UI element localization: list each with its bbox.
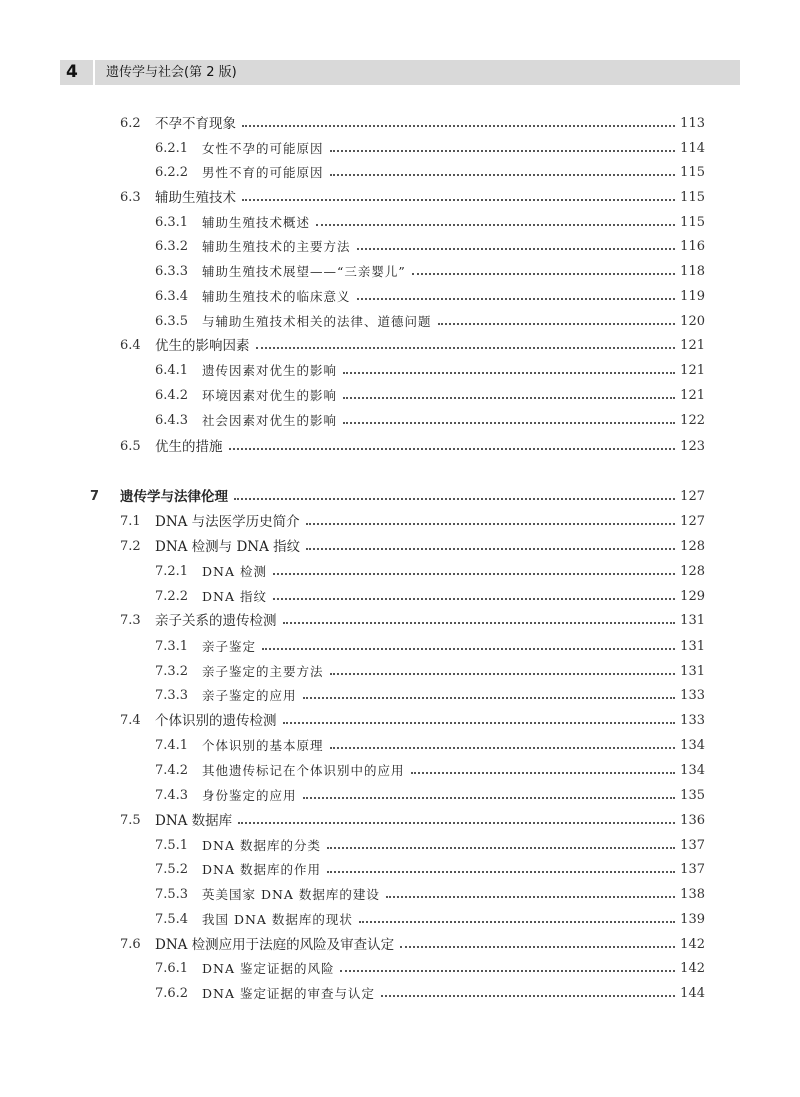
toc-section-title: 环境因素对优生的影响 [202, 388, 338, 403]
toc-section-title: 不孕不育现象 [155, 116, 236, 132]
toc-page-number: 133 [680, 713, 705, 728]
toc-section-title: 遗传因素对优生的影响 [202, 363, 338, 378]
toc-entry-row[interactable] [0, 561, 800, 583]
toc-entry-row[interactable] [0, 511, 800, 533]
toc-page-number: 128 [680, 539, 705, 554]
toc-page-number: 113 [680, 116, 705, 131]
toc-section-number: 6.3.3 [155, 264, 189, 279]
toc-dot-leader [330, 661, 675, 675]
toc-entry-row[interactable] [0, 958, 800, 980]
toc-section-title: 其他遗传标记在个体识别中的应用 [202, 763, 405, 778]
page-number: 4 [66, 62, 78, 82]
toc-section-title: 亲子鉴定的应用 [202, 688, 297, 703]
toc-section-number: 7.3.3 [155, 688, 189, 703]
toc-section-number: 6.3 [120, 190, 141, 205]
toc-section-number: 6.2.2 [155, 165, 189, 180]
toc-section-title: DNA 鉴定证据的审查与认定 [202, 986, 375, 1001]
toc-section-number: 6.2 [120, 116, 141, 131]
toc-section-title: 亲子鉴定 [202, 639, 257, 654]
toc-dot-leader [412, 261, 675, 275]
toc-section-number: 6.4.1 [155, 363, 189, 378]
toc-section-title: 辅助生殖技术概述 [202, 215, 311, 230]
toc-entry-row[interactable] [0, 610, 800, 632]
toc-entry-row[interactable] [0, 586, 800, 608]
toc-page-number: 118 [680, 264, 705, 279]
toc-entry-row[interactable] [0, 286, 800, 308]
toc-dot-leader [316, 212, 675, 226]
toc-section-number: 7 [90, 489, 100, 504]
toc-section-number: 7.4.3 [155, 788, 189, 803]
toc-page-number: 123 [680, 439, 705, 454]
book-title: 遗传学与社会(第 2 版) [106, 65, 237, 80]
toc-section-title: 个体识别的遗传检测 [155, 713, 277, 729]
toc-page-number: 119 [680, 289, 705, 304]
toc-dot-leader [273, 561, 675, 575]
toc-entry-row[interactable] [0, 162, 800, 184]
toc-section-title: DNA 数据库的作用 [202, 862, 321, 877]
toc-section-title: 辅助生殖技术 [155, 190, 236, 206]
toc-page-number: 114 [680, 141, 705, 156]
toc-chapter-row[interactable] [0, 486, 800, 508]
toc-entry-row[interactable] [0, 410, 800, 432]
toc-dot-leader [283, 710, 675, 724]
toc-dot-leader [327, 835, 675, 849]
toc-page-number: 137 [680, 862, 705, 877]
toc-page-number: 134 [680, 763, 705, 778]
toc-section-title: 优生的影响因素 [155, 338, 250, 354]
toc-section-number: 6.3.2 [155, 239, 189, 254]
toc-section-number: 6.2.1 [155, 141, 189, 156]
toc-page-number: 115 [680, 190, 705, 205]
toc-page-number: 135 [680, 788, 705, 803]
toc-page-number: 115 [680, 165, 705, 180]
toc-section-title: 遗传学与法律伦理 [120, 489, 228, 505]
toc-dot-leader [303, 685, 675, 699]
toc-page-number: 115 [680, 215, 705, 230]
toc-entry-row[interactable] [0, 113, 800, 135]
toc-section-title: 女性不孕的可能原因 [202, 141, 324, 156]
toc-dot-leader [343, 360, 675, 374]
toc-dot-leader [343, 410, 675, 424]
toc-entry-row[interactable] [0, 360, 800, 382]
toc-entry-row[interactable] [0, 436, 800, 458]
toc-entry-row[interactable] [0, 311, 800, 333]
toc-dot-leader [330, 138, 675, 152]
toc-section-number: 7.3.2 [155, 664, 189, 679]
toc-dot-leader [234, 486, 675, 500]
toc-page-number: 139 [680, 912, 705, 927]
toc-page-number: 129 [680, 589, 705, 604]
toc-entry-row[interactable] [0, 187, 800, 209]
toc-section-number: 7.2 [120, 539, 141, 554]
toc-section-title: DNA 指纹 [202, 589, 267, 604]
toc-section-number: 6.5 [120, 439, 141, 454]
toc-section-title: DNA 检测应用于法庭的风险及审查认定 [155, 937, 395, 953]
toc-dot-leader [256, 335, 675, 349]
toc-entry-row[interactable] [0, 785, 800, 807]
toc-section-title: DNA 检测 [202, 564, 267, 579]
toc-section-number: 6.4.3 [155, 413, 189, 428]
toc-section-number: 7.1 [120, 514, 141, 529]
toc-page-number: 127 [680, 514, 705, 529]
toc-section-number: 7.2.2 [155, 589, 189, 604]
toc-section-number: 7.6 [120, 937, 141, 952]
toc-entry-row[interactable] [0, 685, 800, 707]
toc-section-title: DNA 数据库 [155, 813, 233, 829]
toc-page-number: 127 [680, 489, 705, 504]
toc-dot-leader [330, 735, 675, 749]
toc-dot-leader [327, 859, 675, 873]
toc-section-number: 7.5.4 [155, 912, 189, 927]
toc-section-number: 7.4 [120, 713, 141, 728]
toc-section-number: 6.4.2 [155, 388, 189, 403]
toc-entry-row[interactable] [0, 835, 800, 857]
toc-dot-leader [438, 311, 675, 325]
toc-dot-leader [242, 113, 675, 127]
toc-section-title: DNA 数据库的分类 [202, 838, 321, 853]
toc-page-number: 122 [680, 413, 705, 428]
toc-page-number: 142 [680, 937, 705, 952]
toc-page-number: 128 [680, 564, 705, 579]
toc-dot-leader [242, 187, 675, 201]
toc-section-number: 7.2.1 [155, 564, 189, 579]
toc-dot-leader [357, 286, 675, 300]
toc-page-number: 116 [680, 239, 705, 254]
toc-dot-leader [330, 162, 675, 176]
toc-section-number: 7.5.3 [155, 887, 189, 902]
toc-entry-row[interactable] [0, 710, 800, 732]
toc-section-number: 7.4.1 [155, 738, 189, 753]
toc-section-number: 6.3.4 [155, 289, 189, 304]
toc-entry-row[interactable] [0, 859, 800, 881]
toc-entry-row[interactable] [0, 212, 800, 234]
toc-dot-leader [386, 884, 675, 898]
toc-section-number: 6.4 [120, 338, 141, 353]
toc-section-title: 与辅助生殖技术相关的法律、道德问题 [202, 314, 432, 329]
toc-section-title: 亲子鉴定的主要方法 [202, 664, 324, 679]
toc-section-title: DNA 鉴定证据的风险 [202, 961, 335, 976]
toc-entry-row[interactable] [0, 261, 800, 283]
toc-entry-row[interactable] [0, 536, 800, 558]
toc-page-number: 136 [680, 813, 705, 828]
toc-section-title: 英美国家 DNA 数据库的建设 [202, 887, 380, 902]
toc-entry-row[interactable] [0, 934, 800, 956]
toc-entry-row[interactable] [0, 909, 800, 931]
toc-page-number: 131 [680, 639, 705, 654]
toc-page-number: 131 [680, 613, 705, 628]
toc-section-number: 7.3 [120, 613, 141, 628]
toc-section-title: 辅助生殖技术的主要方法 [202, 239, 351, 254]
toc-dot-leader [306, 511, 675, 525]
toc-section-title: 社会因素对优生的影响 [202, 413, 338, 428]
toc-page-number: 142 [680, 961, 705, 976]
toc-dot-leader [273, 586, 675, 600]
toc-section-title: 辅助生殖技术展望——“三亲婴儿” [202, 264, 406, 279]
toc-section-number: 6.3.1 [155, 215, 189, 230]
toc-dot-leader [400, 934, 675, 948]
toc-dot-leader [306, 536, 675, 550]
toc-entry-row[interactable] [0, 735, 800, 757]
toc-page-number: 120 [680, 314, 705, 329]
toc-section-number: 7.5.2 [155, 862, 189, 877]
toc-entry-row[interactable] [0, 884, 800, 906]
toc-section-title: 男性不育的可能原因 [202, 165, 324, 180]
toc-entry-row[interactable] [0, 810, 800, 832]
toc-dot-leader [262, 636, 675, 650]
toc-section-title: 我国 DNA 数据库的现状 [202, 912, 353, 927]
toc-page-number: 137 [680, 838, 705, 853]
toc-dot-leader [229, 436, 675, 450]
toc-dot-leader [357, 236, 675, 250]
toc-page-number: 144 [680, 986, 705, 1001]
toc-entry-row[interactable] [0, 138, 800, 160]
toc-section-title: 个体识别的基本原理 [202, 738, 324, 753]
toc-dot-leader [303, 785, 675, 799]
toc-page-number: 133 [680, 688, 705, 703]
toc-section-title: 身份鉴定的应用 [202, 788, 297, 803]
toc-dot-leader [238, 810, 675, 824]
toc-section-number: 7.6.1 [155, 961, 189, 976]
toc-section-number: 6.3.5 [155, 314, 189, 329]
toc-entry-row[interactable] [0, 335, 800, 357]
toc-dot-leader [343, 385, 675, 399]
toc-page-number: 131 [680, 664, 705, 679]
toc-section-number: 7.4.2 [155, 763, 189, 778]
toc-page-number: 121 [680, 388, 705, 403]
toc-section-title: 优生的措施 [155, 439, 223, 455]
toc-dot-leader [283, 610, 675, 624]
toc-dot-leader [381, 983, 675, 997]
toc-entry-row[interactable] [0, 661, 800, 683]
toc-section-number: 7.5 [120, 813, 141, 828]
toc-section-title: 辅助生殖技术的临床意义 [202, 289, 351, 304]
toc-entry-row[interactable] [0, 236, 800, 258]
toc-section-title: DNA 与法医学历史简介 [155, 514, 300, 530]
toc-entry-row[interactable] [0, 760, 800, 782]
toc-entry-row[interactable] [0, 983, 800, 1005]
toc-section-number: 7.3.1 [155, 639, 189, 654]
toc-page-number: 121 [680, 363, 705, 378]
toc-section-title: 亲子关系的遗传检测 [155, 613, 277, 629]
toc-section-number: 7.6.2 [155, 986, 189, 1001]
toc-dot-leader [411, 760, 675, 774]
toc-page-number: 134 [680, 738, 705, 753]
toc-section-number: 7.5.1 [155, 838, 189, 853]
toc-dot-leader [340, 958, 675, 972]
toc-section-title: DNA 检测与 DNA 指纹 [155, 539, 301, 555]
toc-dot-leader [359, 909, 675, 923]
toc-entry-row[interactable] [0, 636, 800, 658]
toc-page-number: 138 [680, 887, 705, 902]
toc-entry-row[interactable] [0, 385, 800, 407]
toc-page-number: 121 [680, 338, 705, 353]
